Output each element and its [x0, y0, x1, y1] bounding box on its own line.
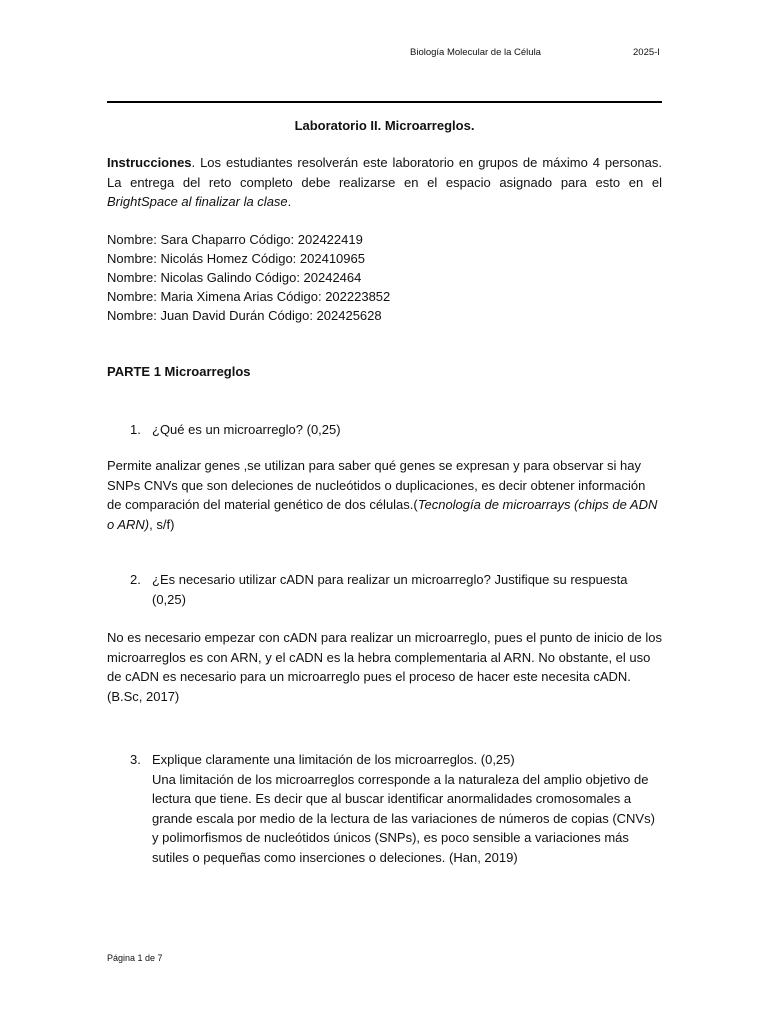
member-item: Nombre: Maria Ximena Arias Código: 202223852	[107, 289, 391, 304]
answer-3: Una limitación de los microarreglos corresponde a la naturaleza del amplio objetivo de lectura que tiene. Es decir que al buscar identificar anormalidades cromosomales a grande escala por medio de la lectura de las variaciones de números de copias (CNVs) y polimorfismos de nucleótidos únicos (SNPs), es poco sensible a variaciones más sutiles o pequeñas como inserciones o deleciones. (Han, 2019)	[152, 771, 655, 865]
instructions-italic: BrightSpace al finalizar la clase	[107, 194, 288, 209]
question-3	[130, 750, 660, 867]
member-item: Nombre: Nicolas Galindo Código: 20242464	[107, 270, 362, 285]
question-2	[130, 570, 660, 609]
header-divider	[107, 101, 662, 103]
part-title: PARTE 1 Microarreglos	[107, 364, 251, 379]
answer-text: Permite analizar genes ,se utilizan para saber qué genes se expresan y para observar si hay SNPs CNVs que son deleciones de nucleótidos o duplicaciones, es decir obtener información de comparación del material genético de dos células.(	[107, 458, 646, 512]
question-text: ¿Qué es un microarreglo? (0,25)	[152, 422, 341, 437]
answer-tail: , s/f)	[149, 516, 175, 532]
members-list	[107, 230, 662, 325]
member-item: Nombre: Juan David Durán Código: 202425628	[107, 308, 382, 323]
question-text: ¿Es necesario utilizar cADN para realizar un microarreglo? Justifique su respuesta (0,25)	[152, 572, 628, 607]
answer-2: No es necesario empezar con cADN para realizar un microarreglo, pues el punto de inicio de los microarreglos es con ARN, y el cADN es la hebra complementaria al ARN. No obstante, el uso de cADN es necesario para un microarreglo pues el proceso de hacer este necesita cADN. (B.Sc, 2017)	[107, 630, 662, 704]
question-text: Explique claramente una limitación de los microarreglos. (0,25)	[152, 752, 515, 767]
question-number: 1.	[130, 422, 141, 437]
question-1	[130, 420, 660, 440]
page-title: Laboratorio II. Microarreglos.	[294, 118, 475, 133]
question-number: 2.	[130, 572, 141, 587]
instructions-text: . Los estudiantes resolverán este laboratorio en grupos de máximo 4 personas. La entrega del reto completo debe realizarse en el espacio asignado para esto en el	[107, 155, 662, 190]
header-term: 2025-I	[633, 47, 660, 58]
header-course: Biología Molecular de la Célula	[410, 47, 541, 58]
instructions-end: .	[287, 194, 292, 209]
member-item: Nombre: Nicolás Homez Código: 202410965	[107, 251, 365, 266]
answer-citation: Tecnología de microarrays (chips de ADN o ARN)	[107, 497, 658, 532]
answer-1	[107, 456, 662, 534]
page-footer: Página 1 de 7	[107, 953, 163, 963]
instructions-paragraph	[107, 153, 662, 212]
question-number: 3.	[130, 752, 141, 767]
instructions-label: Instrucciones	[107, 155, 192, 170]
member-item: Nombre: Sara Chaparro Código: 202422419	[107, 232, 363, 247]
